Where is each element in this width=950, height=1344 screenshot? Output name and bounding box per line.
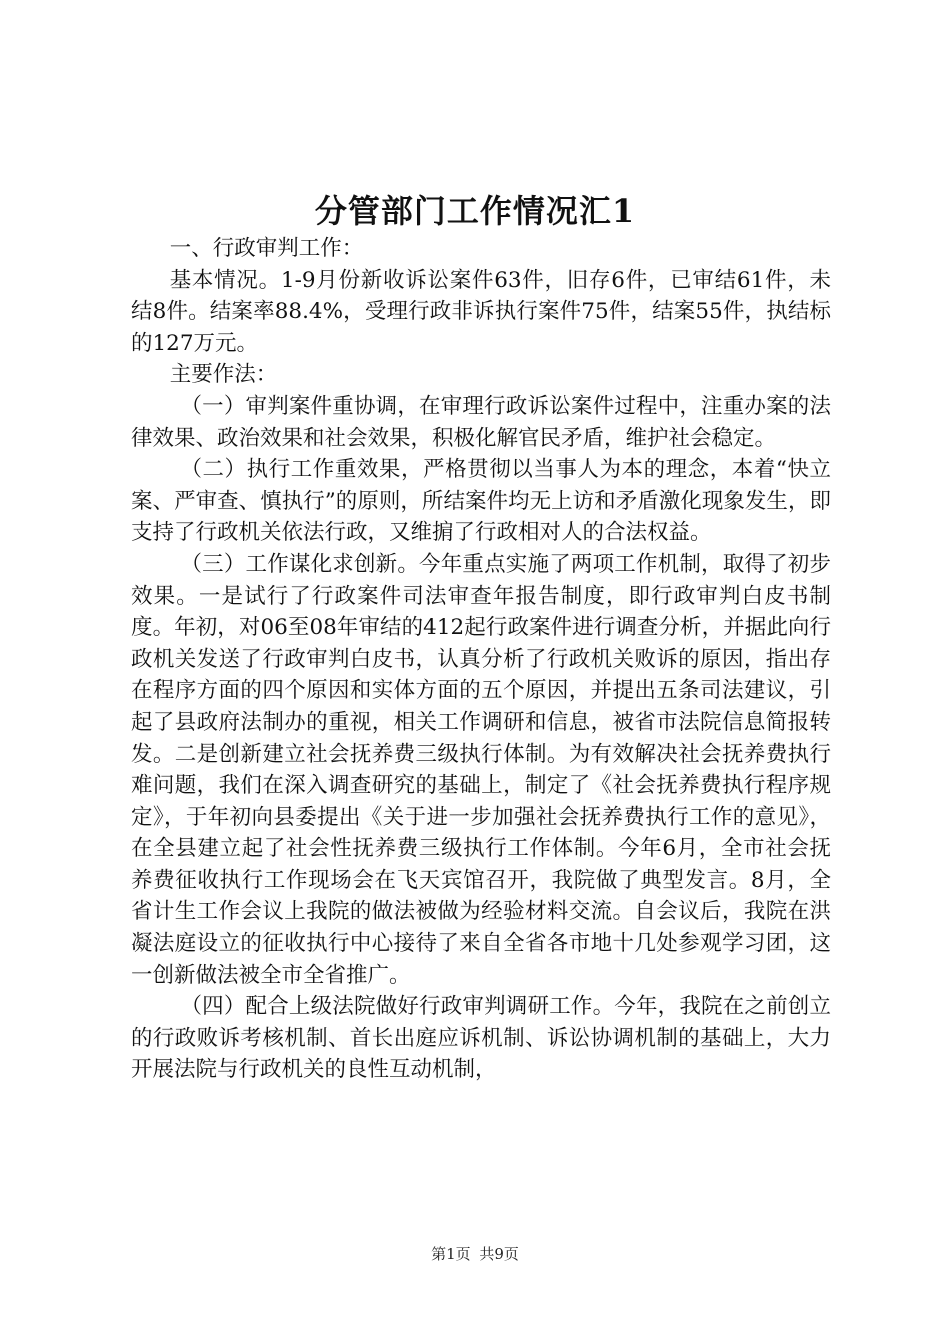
practice-paragraph-1: （一）审判案件重协调，在审理行政诉讼案件过程中，注重办案的法律效果、政治效果和社会效果，积极化解官民矛盾，维护社会稳定。 (131, 393, 831, 451)
practice-paragraph-4: （四）配合上级法院做好行政审判调研工作。今年，我院在之前创立的行政败诉考核机制、首长出庭应诉机制、诉讼协调机制的基础上，大力开展法院与行政机关的良性互动机制， (131, 994, 831, 1083)
document-body (131, 233, 831, 1086)
section-heading: 一、行政审判工作： (169, 236, 364, 261)
main-practices-heading: 主要作法： (169, 362, 278, 388)
document-title: 分管部门工作情况汇1 (314, 192, 636, 230)
basic-situation-paragraph: 基本情况。1-9月份新收诉讼案件63件，旧存6件，已审结61件，未结8件。结案率88.4%，受理行政非诉执行案件75件，结案55件，执结标的127万元。 (131, 267, 831, 356)
page-number: 第1页 (431, 1245, 471, 1263)
practice-paragraph-2: （二）执行工作重效果，严格贯彻以当事人为本的理念，本着“快立案、严审查、慎执行”的原则，所结案件均无上访和矛盾激化现象发生，即支持了行政机关依法行政，又维掮了行政相对人的合法权益。 (131, 457, 831, 546)
page-total: 共9页 (479, 1245, 519, 1263)
page-footer (0, 1243, 950, 1264)
practice-paragraph-3: （三）工作谋化求创新。今年重点实施了两项工作机制，取得了初步效果。一是试行了行政案件司法审查年报告制度，即行政审判白皮书制度。年初，对06至08年审结的412起行政案件进行调查分析，并据此向行政机关发送了行政审判白皮书，认真分析了行政机关败诉的原因，指出存在程序方面的四个原因和实体方面的五个原因，并提出五条司法建议，引起了县政府法制办的重视，相关工作调研和信息，被省市法院信息简报转发。二是创新建立社会抚养费三级执行体制。为有效解决社会抚养费执行难问题，我们在深入调查研究的基础上，制定了《社会抚养费执行程序规定》，于年初向县委提出《关于进一步加强社会抚养费执行工作的意见》，在全县建立起了社会性抚养费三级执行工作体制。今年6月，全市社会抚养费征收执行工作现场会在飞天宾馆召开，我院做了典型发言。8月，全省计生工作会议上我院的做法被做为经验材料交流。自会议后，我院在洪凝法庭设立的征收执行中心接待了来自全省各市地十几处参观学习团，这一创新做法被全市全省推广。 (131, 551, 831, 988)
